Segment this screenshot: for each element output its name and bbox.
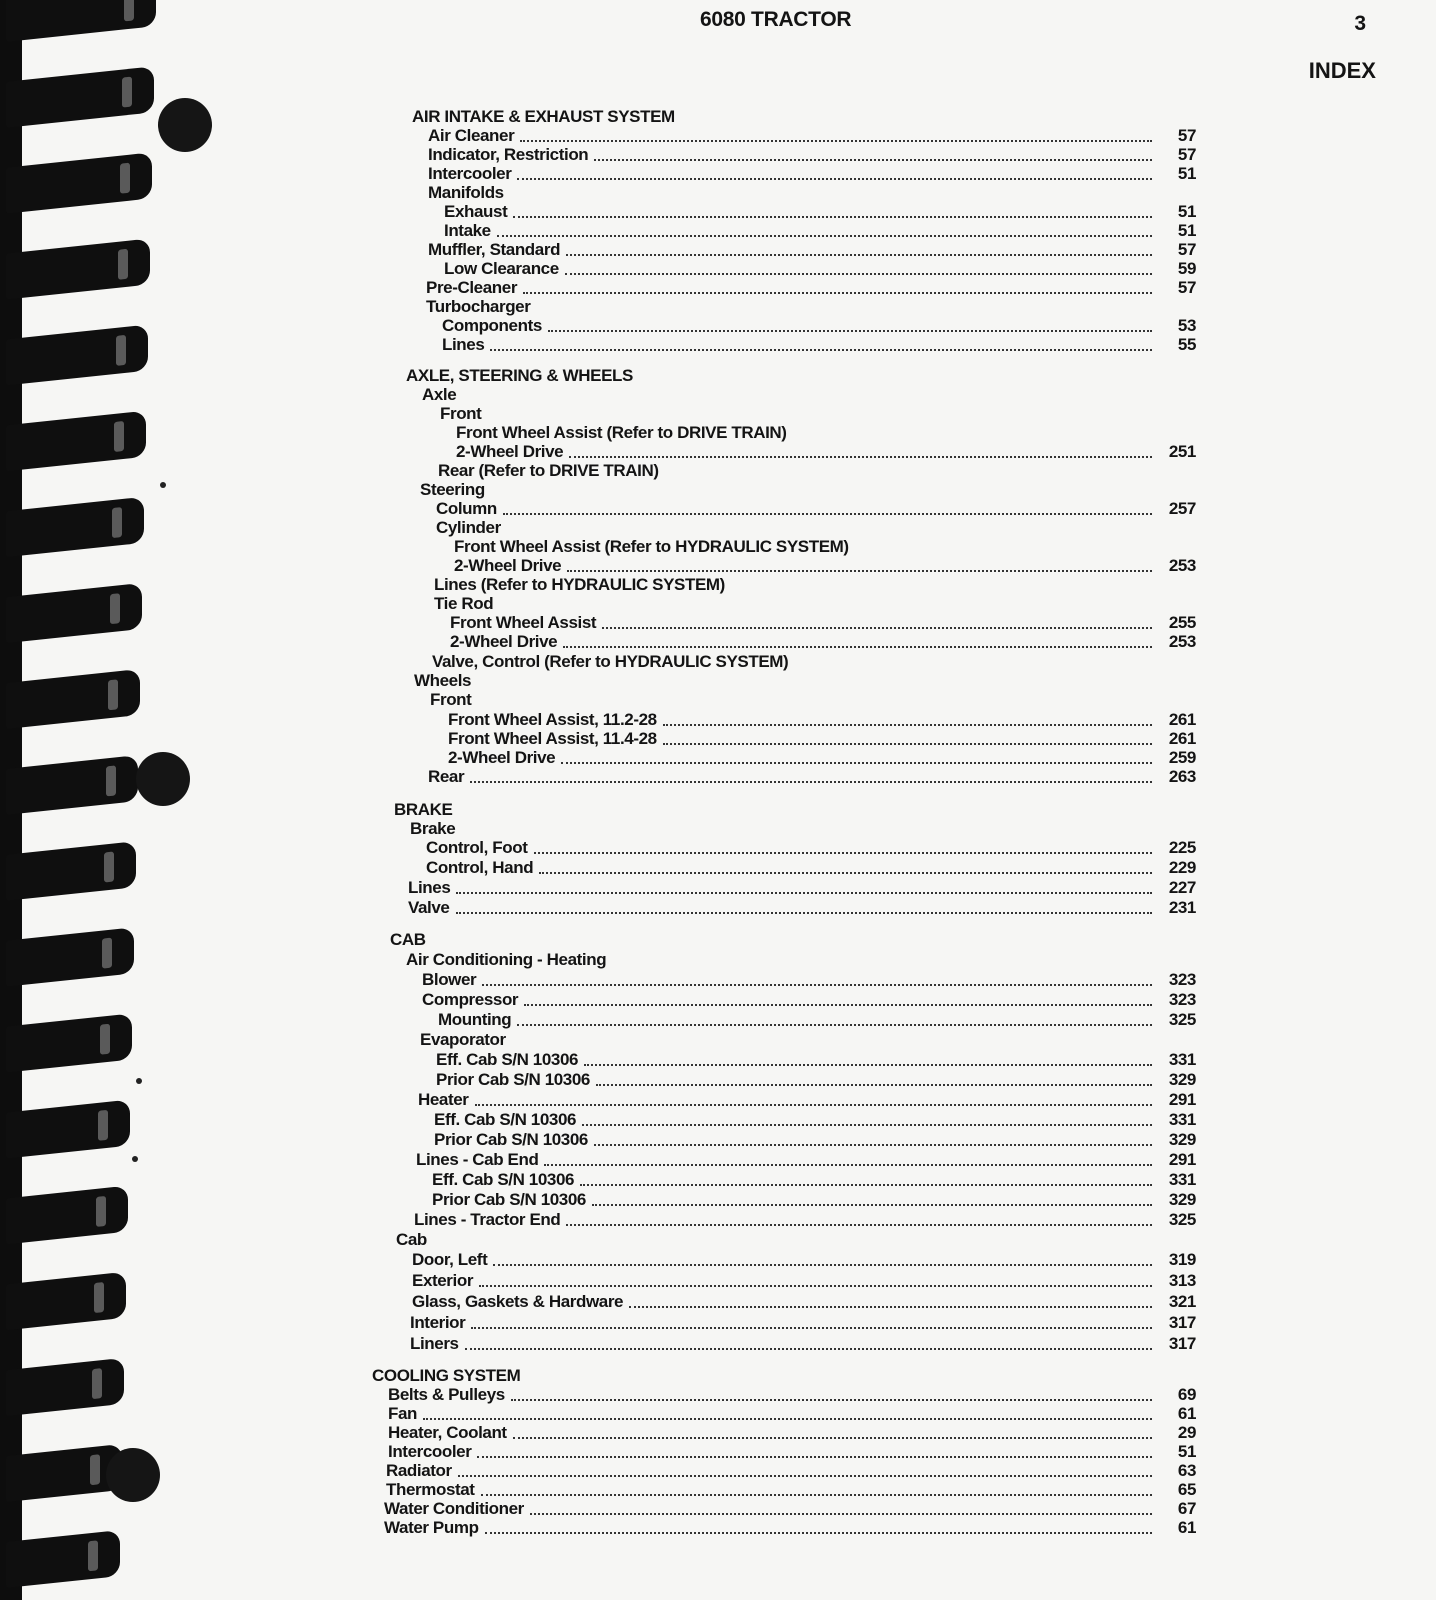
index-entry-label: Compressor bbox=[422, 990, 519, 1009]
dot-leader bbox=[497, 235, 1152, 237]
index-entry bbox=[432, 652, 788, 672]
index-entry bbox=[434, 594, 493, 614]
index-entry-label: CAB bbox=[390, 930, 426, 949]
dot-leader bbox=[569, 456, 1152, 458]
index-entry bbox=[414, 1210, 1196, 1230]
dot-leader bbox=[629, 1306, 1152, 1308]
index-entry bbox=[442, 335, 1196, 355]
index-entry-label: AXLE, STEERING & WHEELS bbox=[406, 366, 633, 385]
dot-leader bbox=[565, 273, 1152, 275]
index-entry-page: 329 bbox=[1168, 1130, 1196, 1149]
dot-leader bbox=[580, 1184, 1152, 1186]
index-entry-page: 329 bbox=[1168, 1070, 1196, 1089]
dot-leader bbox=[567, 570, 1152, 572]
index-entry bbox=[394, 800, 452, 820]
index-entry bbox=[406, 366, 633, 386]
index-entry-label: Intercooler bbox=[388, 1442, 472, 1461]
index-entry-label: Radiator bbox=[386, 1461, 452, 1480]
page-number: 3 bbox=[1354, 12, 1366, 35]
index-entry-label: Wheels bbox=[414, 671, 472, 690]
index-entry-page: 65 bbox=[1177, 1480, 1196, 1499]
dot-leader bbox=[503, 513, 1152, 515]
index-entry-page: 323 bbox=[1168, 970, 1196, 989]
dot-leader bbox=[520, 140, 1152, 142]
index-entry-label: 2-Wheel Drive bbox=[454, 556, 562, 575]
index-entry-label: Cylinder bbox=[436, 518, 501, 537]
paper-speck bbox=[132, 1156, 138, 1162]
index-entry-page: 227 bbox=[1168, 878, 1196, 897]
dot-leader bbox=[479, 1285, 1152, 1287]
index-entry bbox=[412, 1250, 1196, 1270]
index-entry-page: 63 bbox=[1177, 1461, 1196, 1480]
index-entry-page: 253 bbox=[1168, 632, 1196, 651]
index-entry bbox=[426, 858, 1196, 878]
index-entry-page: 225 bbox=[1168, 838, 1196, 857]
dot-leader bbox=[594, 159, 1152, 161]
index-entry-label: Glass, Gaskets & Hardware bbox=[412, 1292, 624, 1311]
dot-leader bbox=[470, 781, 1152, 783]
index-entry bbox=[410, 819, 455, 839]
dot-leader bbox=[485, 1532, 1152, 1534]
index-entry-label: Brake bbox=[410, 819, 456, 838]
dot-leader bbox=[544, 1164, 1152, 1166]
dot-leader bbox=[563, 646, 1152, 648]
index-entry bbox=[428, 240, 1196, 260]
index-entry-label: COOLING SYSTEM bbox=[372, 1366, 521, 1385]
index-entry bbox=[426, 278, 1196, 298]
index-entry-page: 313 bbox=[1168, 1271, 1196, 1290]
index-entry bbox=[414, 671, 471, 691]
dot-leader bbox=[511, 1399, 1152, 1401]
index-entry bbox=[448, 748, 1196, 768]
dot-leader bbox=[477, 1456, 1152, 1458]
index-entry-label: Fan bbox=[388, 1404, 418, 1423]
index-entry-label: BRAKE bbox=[394, 800, 453, 819]
dot-leader bbox=[663, 743, 1152, 745]
index-entry-label: Muffler, Standard bbox=[428, 240, 561, 259]
dot-leader bbox=[534, 852, 1153, 854]
index-entry-page: 229 bbox=[1168, 858, 1196, 877]
index-entry-label: Rear bbox=[428, 767, 465, 786]
dot-leader bbox=[561, 762, 1152, 764]
index-entry-label: 2-Wheel Drive bbox=[450, 632, 558, 651]
index-entry-label: Air Conditioning - Heating bbox=[406, 950, 607, 969]
index-entry-page: 253 bbox=[1168, 556, 1196, 575]
index-entry-page: 57 bbox=[1177, 126, 1196, 145]
index-entry bbox=[388, 1385, 1196, 1405]
index-entry bbox=[448, 710, 1196, 730]
dot-leader bbox=[602, 627, 1152, 629]
index-entry-page: 67 bbox=[1177, 1499, 1196, 1518]
index-entry-label: Lines bbox=[442, 335, 485, 354]
index-entry bbox=[422, 990, 1196, 1010]
index-entry-label: Intercooler bbox=[428, 164, 512, 183]
index-entry-page: 317 bbox=[1168, 1334, 1196, 1353]
index-entry-label: Control, Foot bbox=[426, 838, 528, 857]
index-entry bbox=[406, 950, 606, 970]
index-entry-page: 325 bbox=[1168, 1010, 1196, 1029]
index-entry bbox=[432, 1190, 1196, 1210]
index-entry-page: 331 bbox=[1168, 1170, 1196, 1189]
index-entry bbox=[426, 297, 530, 317]
index-entry bbox=[418, 1090, 1196, 1110]
index-entry bbox=[412, 1271, 1196, 1291]
index-entry bbox=[426, 838, 1196, 858]
punch-hole bbox=[106, 1448, 160, 1502]
index-entry-page: 57 bbox=[1177, 145, 1196, 164]
index-entry-label: Front Wheel Assist bbox=[450, 613, 597, 632]
index-entry-label: Eff. Cab S/N 10306 bbox=[432, 1170, 575, 1189]
dot-leader bbox=[493, 1264, 1152, 1266]
index-entry-label: Exterior bbox=[412, 1271, 474, 1290]
index-entry-label: Lines - Cab End bbox=[416, 1150, 539, 1169]
index-entry-label: Front Wheel Assist (Refer to HYDRAULIC SYSTEM) bbox=[454, 537, 849, 556]
index-entry bbox=[384, 1499, 1196, 1519]
index-entry-page: 317 bbox=[1168, 1313, 1196, 1332]
index-entry-label: Front bbox=[430, 690, 472, 709]
dot-leader bbox=[465, 1348, 1152, 1350]
dot-leader bbox=[524, 1004, 1152, 1006]
index-entry-page: 59 bbox=[1177, 259, 1196, 278]
index-entry-page: 231 bbox=[1168, 898, 1196, 917]
index-entry bbox=[444, 259, 1196, 279]
index-entry-label: Components bbox=[442, 316, 542, 335]
index-entry-label: Water Pump bbox=[384, 1518, 479, 1537]
index-entry-label: Front bbox=[440, 404, 482, 423]
index-entry bbox=[410, 1334, 1196, 1354]
index-entry-page: 57 bbox=[1177, 278, 1196, 297]
index-entry-page: 55 bbox=[1177, 335, 1196, 354]
index-entry-page: 261 bbox=[1168, 710, 1196, 729]
index-entry bbox=[372, 1366, 520, 1386]
index-entry-label: Prior Cab S/N 10306 bbox=[436, 1070, 590, 1089]
index-entry-page: 325 bbox=[1168, 1210, 1196, 1229]
index-entry bbox=[450, 632, 1196, 652]
dot-leader bbox=[513, 216, 1152, 218]
index-entry-label: 2-Wheel Drive bbox=[456, 442, 564, 461]
index-entry-label: Exhaust bbox=[444, 202, 508, 221]
index-entry-page: 51 bbox=[1177, 221, 1196, 240]
index-entry bbox=[434, 1110, 1196, 1130]
document-title: 6080 TRACTOR bbox=[700, 8, 852, 31]
index-entry bbox=[420, 1030, 506, 1050]
dot-leader bbox=[517, 1024, 1152, 1026]
index-entry bbox=[428, 145, 1196, 165]
index-entry-page: 329 bbox=[1168, 1190, 1196, 1209]
index-entry-label: Front Wheel Assist, 11.4-28 bbox=[448, 729, 657, 748]
index-entry-label: 2-Wheel Drive bbox=[448, 748, 556, 767]
index-entry bbox=[436, 1050, 1196, 1070]
index-entry-page: 319 bbox=[1168, 1250, 1196, 1269]
index-entry bbox=[386, 1461, 1196, 1481]
index-entry-page: 263 bbox=[1168, 767, 1196, 786]
index-entry bbox=[438, 461, 659, 481]
index-entry bbox=[412, 107, 675, 127]
dot-leader bbox=[458, 1475, 1152, 1477]
index-entry-label: Lines - Tractor End bbox=[414, 1210, 561, 1229]
index-entry-label: Belts & Pulleys bbox=[388, 1385, 505, 1404]
dot-leader bbox=[523, 292, 1152, 294]
index-entry bbox=[436, 1070, 1196, 1090]
dot-leader bbox=[481, 1494, 1152, 1496]
index-entry bbox=[386, 1480, 1196, 1500]
dot-leader bbox=[530, 1513, 1152, 1515]
punch-hole bbox=[136, 752, 190, 806]
index-entry-page: 251 bbox=[1168, 442, 1196, 461]
index-entry-label: Prior Cab S/N 10306 bbox=[434, 1130, 588, 1149]
dot-leader bbox=[490, 349, 1152, 351]
index-entry bbox=[428, 164, 1196, 184]
index-entry-label: Mounting bbox=[438, 1010, 512, 1029]
index-entry-page: 257 bbox=[1168, 499, 1196, 518]
index-entry-label: Evaporator bbox=[420, 1030, 506, 1049]
index-entry bbox=[432, 1170, 1196, 1190]
index-entry-page: 291 bbox=[1168, 1150, 1196, 1169]
dot-leader bbox=[592, 1204, 1152, 1206]
index-heading: INDEX bbox=[1308, 58, 1376, 83]
index-entry-label: Liners bbox=[410, 1334, 459, 1353]
index-entry bbox=[438, 1010, 1196, 1030]
index-entry-label: Lines bbox=[408, 878, 451, 897]
index-entry-label: Steering bbox=[420, 480, 485, 499]
index-entry bbox=[428, 767, 1196, 787]
index-entry-label: Control, Hand bbox=[426, 858, 534, 877]
index-entry bbox=[454, 556, 1196, 576]
index-entry bbox=[388, 1423, 1196, 1443]
index-entry-label: Front Wheel Assist (Refer to DRIVE TRAIN) bbox=[456, 423, 787, 442]
index-entry bbox=[388, 1442, 1196, 1462]
index-entry-page: 321 bbox=[1168, 1292, 1196, 1311]
index-entry bbox=[390, 930, 426, 950]
dot-leader bbox=[548, 330, 1152, 332]
index-entry-label: Cab bbox=[396, 1230, 427, 1249]
index-entry bbox=[456, 442, 1196, 462]
dot-leader bbox=[584, 1064, 1152, 1066]
index-entry bbox=[384, 1518, 1196, 1538]
index-entry bbox=[428, 126, 1196, 146]
index-entry bbox=[434, 575, 725, 595]
index-entry-label: Valve, Control (Refer to HYDRAULIC SYSTEM) bbox=[432, 652, 789, 671]
index-entry-page: 261 bbox=[1168, 729, 1196, 748]
index-entry bbox=[430, 690, 471, 710]
index-entry bbox=[422, 970, 1196, 990]
index-entry-page: 259 bbox=[1168, 748, 1196, 767]
dot-leader bbox=[594, 1144, 1152, 1146]
index-entry bbox=[416, 1150, 1196, 1170]
index-entry-page: 51 bbox=[1177, 202, 1196, 221]
dot-leader bbox=[471, 1327, 1152, 1329]
index-entry bbox=[388, 1404, 1196, 1424]
index-entry bbox=[408, 898, 1196, 918]
index-entry bbox=[412, 1292, 1196, 1312]
index-entry bbox=[454, 537, 849, 557]
index-entry bbox=[408, 878, 1196, 898]
dot-leader bbox=[539, 872, 1152, 874]
index-entry-page: 53 bbox=[1177, 316, 1196, 335]
index-entry-label: Axle bbox=[422, 385, 457, 404]
index-entry-label: Thermostat bbox=[386, 1480, 475, 1499]
index-entry-page: 255 bbox=[1168, 613, 1196, 632]
index-entry-label: Eff. Cab S/N 10306 bbox=[436, 1050, 579, 1069]
dot-leader bbox=[423, 1418, 1152, 1420]
index-entry-label: Pre-Cleaner bbox=[426, 278, 518, 297]
index-entry bbox=[410, 1313, 1196, 1333]
index-entry bbox=[434, 1130, 1196, 1150]
index-entry-label: Rear (Refer to DRIVE TRAIN) bbox=[438, 461, 659, 480]
index-entry bbox=[444, 221, 1196, 241]
index-entry bbox=[436, 518, 501, 538]
dot-leader bbox=[663, 724, 1152, 726]
index-entry bbox=[440, 404, 481, 424]
dot-leader bbox=[475, 1104, 1152, 1106]
index-entry-page: 61 bbox=[1177, 1404, 1196, 1423]
index-entry bbox=[450, 613, 1196, 633]
paper-speck bbox=[136, 1078, 142, 1084]
index-entry-label: Manifolds bbox=[428, 183, 504, 202]
index-entry-page: 51 bbox=[1177, 164, 1196, 183]
index-entry-label: Low Clearance bbox=[444, 259, 559, 278]
dot-leader bbox=[513, 1437, 1152, 1439]
punch-hole bbox=[158, 98, 212, 152]
index-entry-label: Heater bbox=[418, 1090, 469, 1109]
index-entry-page: 29 bbox=[1177, 1423, 1196, 1442]
index-entry-label: Door, Left bbox=[412, 1250, 488, 1269]
index-entry-label: Water Conditioner bbox=[384, 1499, 524, 1518]
index-entry-label: Lines (Refer to HYDRAULIC SYSTEM) bbox=[434, 575, 725, 594]
index-entry-page: 291 bbox=[1168, 1090, 1196, 1109]
dot-leader bbox=[596, 1084, 1152, 1086]
index-entry-label: AIR INTAKE & EXHAUST SYSTEM bbox=[412, 107, 675, 126]
dot-leader bbox=[582, 1124, 1152, 1126]
index-entry bbox=[436, 499, 1196, 519]
index-entry-label: Tie Rod bbox=[434, 594, 494, 613]
index-entry bbox=[448, 729, 1196, 749]
index-entry-label: Front Wheel Assist, 11.2-28 bbox=[448, 710, 657, 729]
index-entry-label: Indicator, Restriction bbox=[428, 145, 589, 164]
dot-leader bbox=[566, 1224, 1152, 1226]
dot-leader bbox=[456, 912, 1153, 914]
index-entry-label: Eff. Cab S/N 10306 bbox=[434, 1110, 577, 1129]
index-entry bbox=[396, 1230, 427, 1250]
dot-leader bbox=[482, 984, 1152, 986]
index-entry-page: 57 bbox=[1177, 240, 1196, 259]
index-entry-label: Heater, Coolant bbox=[388, 1423, 507, 1442]
index-entry-label: Blower bbox=[422, 970, 477, 989]
index-entry bbox=[442, 316, 1196, 336]
dot-leader bbox=[456, 892, 1152, 894]
index-entry-page: 61 bbox=[1177, 1518, 1196, 1537]
index-entry-label: Intake bbox=[444, 221, 491, 240]
index-entry-page: 69 bbox=[1177, 1385, 1196, 1404]
index-entry-label: Interior bbox=[410, 1313, 466, 1332]
index-entry-label: Column bbox=[436, 499, 497, 518]
index-entry-page: 331 bbox=[1168, 1110, 1196, 1129]
index-entry bbox=[422, 385, 456, 405]
dot-leader bbox=[517, 178, 1152, 180]
paper-speck bbox=[160, 482, 166, 488]
index-entry-page: 331 bbox=[1168, 1050, 1196, 1069]
index-entry-page: 323 bbox=[1168, 990, 1196, 1009]
index-entry-label: Prior Cab S/N 10306 bbox=[432, 1190, 586, 1209]
index-entry bbox=[444, 202, 1196, 222]
index-entry bbox=[428, 183, 504, 203]
index-entry-label: Turbocharger bbox=[426, 297, 531, 316]
index-entry-label: Valve bbox=[408, 898, 450, 917]
index-entry-label: Air Cleaner bbox=[428, 126, 515, 145]
index-entry bbox=[420, 480, 485, 500]
index-entry bbox=[456, 423, 787, 443]
dot-leader bbox=[566, 254, 1152, 256]
index-entry-page: 51 bbox=[1177, 1442, 1196, 1461]
